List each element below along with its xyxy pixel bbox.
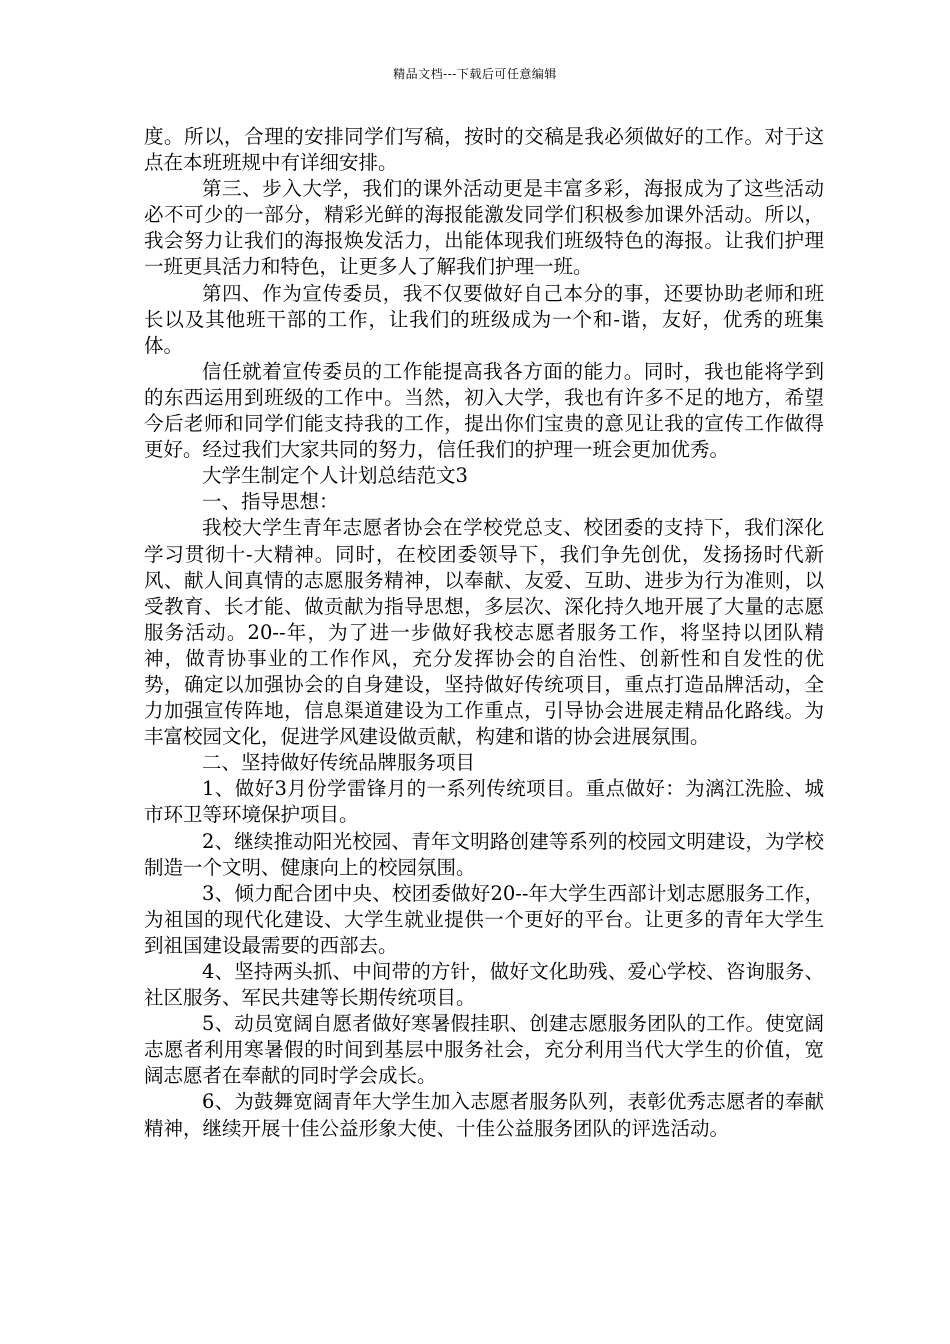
list-item: 6、为鼓舞宽阔青年大学生加入志愿者服务队列，表彰优秀志愿者的奉献精神，继续开展十佳公益形象大使、十佳公益服务团队的评选活动。 [144, 1090, 824, 1140]
section-title: 大学生制定个人计划总结范文3 [202, 464, 468, 488]
section-heading: 一、指导思想： [202, 490, 339, 514]
list-item: 5、动员宽阔自愿者做好寒暑假挂职、创建志愿服务团队的工作。使宽阔志愿者利用寒暑假的时间到基层中服务社会，充分利用当代大学生的价值，宽阔志愿者在奉献的同时学会成长。 [144, 1012, 824, 1088]
section-heading: 二、坚持做好传统品牌服务项目 [202, 751, 476, 775]
paragraph: 度。所以，合理的安排同学们写稿，按时的交稿是我必须做好的工作。对于这点在本班班规中有详细安排。 [144, 125, 824, 175]
paragraph: 信任就着宣传委员的工作能提高我各方面的能力。同时，我也能将学到的东西运用到班级的工作中。当然，初入大学，我也有许多不足的地方，希望今后老师和同学们能支持我的工作，提出你们宝贵的意见让我的宣传工作做得更好。经过我们大家共同的努力，信任我们的护理一班会更加优秀。 [144, 359, 824, 462]
document-body [144, 124, 824, 1142]
list-item: 3、倾力配合团中央、校团委做好20--年大学生西部计划志愿服务工作，为祖国的现代化建设、大学生就业提供一个更好的平台。让更多的青年大学生到祖国建设最需要的西部去。 [144, 881, 824, 957]
list-item: 4、坚持两头抓、中间带的方针，做好文化助残、爱心学校、咨询服务、社区服务、军民共建等长期传统项目。 [144, 960, 824, 1010]
paragraph: 第四、作为宣传委员，我不仅要做好自己本分的事，还要协助老师和班长以及其他班干部的工作，让我们的班级成为一个和-谐，友好，优秀的班集体。 [144, 281, 824, 357]
list-item: 1、做好3月份学雷锋月的一系列传统项目。重点做好：为漓江洗脸、城市环卫等环境保护项目。 [144, 777, 824, 827]
page-header: 精品文档---下载后可任意编辑 [393, 67, 557, 81]
paragraph: 第三、步入大学，我们的课外活动更是丰富多彩，海报成为了这些活动必不可少的一部分，精彩光鲜的海报能激发同学们积极参加课外活动。所以，我会努力让我们的海报焕发活力，出能体现我们班级特色的海报。让我们护理一班更具活力和特色，让更多人了解我们护理一班。 [144, 177, 824, 279]
list-item: 2、继续推动阳光校园、青年文明路创建等系列的校园文明建设，为学校制造一个文明、健康向上的校园氛围。 [144, 829, 824, 879]
paragraph: 我校大学生青年志愿者协会在学校党总支、校团委的支持下，我们深化学习贯彻十-大精神。同时，在校团委领导下，我们争先创优，发扬扬时代新风、献人间真情的志愿服务精神，以奉献、友爱、互助、进步为行为准则，以受教育、长才能、做贡献为指导思想，多层次、深化持久地开展了大量的志愿服务活动。20--年，为了进一步做好我校志愿者服务工作，将坚持以团队精神，做青协事业的工作作风，充分发挥协会的自治性、创新性和自发性的优势，确定以加强协会的自身建设，坚持做好传统项目，重点打造品牌活动，全力加强宣传阵地，信息渠道建设为工作重点，引导协会进展走精品化路线。为丰富校园文化，促进学风建设做贡献，构建和谐的协会进展氛围。 [144, 516, 824, 749]
